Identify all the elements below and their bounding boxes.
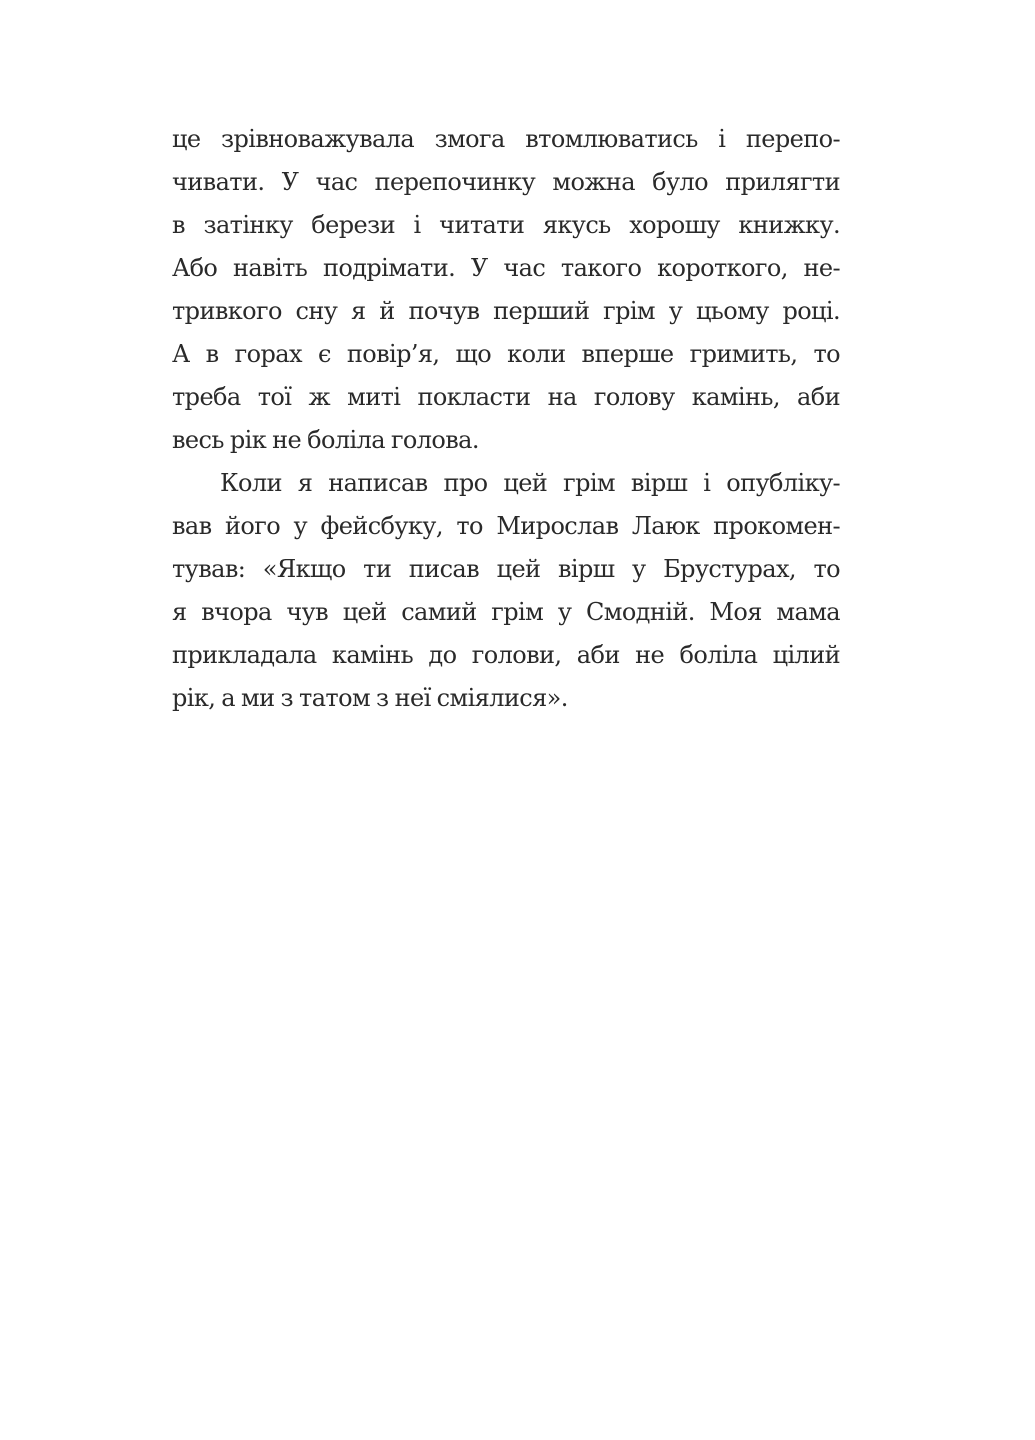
text-line: тривкого сну я й почув перший грім у цьому році. — [172, 297, 840, 325]
paragraph-1 — [172, 118, 840, 462]
paragraph-2 — [172, 462, 840, 720]
text-line: прикладала камінь до голови, аби не боліла цілий — [172, 641, 840, 669]
text-line: А в горах є повір’я, що коли вперше гримить, то — [172, 340, 840, 368]
text-line: треба тої ж миті покласти на голову камінь, аби — [172, 383, 840, 411]
text-line: в затінку берези і читати якусь хорошу книжку. — [172, 211, 840, 239]
text-line: чивати. У час перепочинку можна було прилягти — [172, 168, 840, 196]
text-line: весь рік не боліла голова. — [172, 426, 479, 454]
body-text — [172, 118, 840, 720]
text-line: це зрівноважувала змога втомлюватись і перепо- — [172, 125, 840, 153]
text-line: вав його у фейсбуку, то Мирослав Лаюк прокомен- — [172, 512, 840, 540]
text-line: рік, а ми з татом з неї сміялися». — [172, 684, 568, 712]
text-line: Або навіть подрімати. У час такого короткого, не- — [172, 254, 840, 282]
text-line: тував: «Якщо ти писав цей вірш у Брустурах, то — [172, 555, 840, 583]
text-line: Коли я написав про цей грім вірш і опубліку- — [220, 469, 840, 497]
text-line: я вчора чув цей самий грім у Смодній. Моя мама — [172, 598, 840, 626]
